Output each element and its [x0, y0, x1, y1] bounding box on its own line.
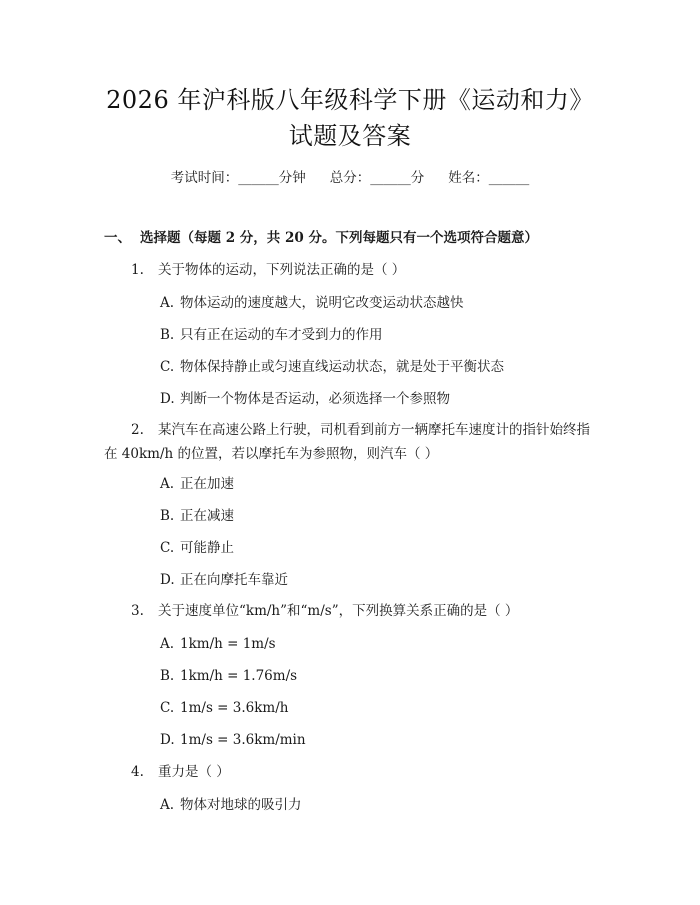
question-text: 关于速度单位“km/h”和“m/s”，下列换算关系正确的是（ ） [158, 603, 519, 619]
question-number: 2. [131, 422, 144, 438]
question-number: 3. [131, 603, 144, 619]
option-letter: D. [160, 391, 175, 407]
exam-time-field: 考试时间：______分钟 [170, 170, 306, 186]
option-2a [160, 474, 234, 494]
option-text: 1km/h = 1m/s [180, 636, 276, 652]
option-letter: A. [160, 476, 175, 492]
option-text: 只有正在运动的车才受到力的作用 [180, 327, 383, 343]
option-text: 1km/h = 1.76m/s [180, 668, 298, 684]
page-title-line2: 试题及答案 [288, 122, 412, 150]
option-text: 正在向摩托车靠近 [180, 572, 288, 588]
option-3d [160, 730, 306, 750]
question-text: 重力是（ ） [158, 764, 230, 780]
option-1a [160, 293, 464, 313]
option-text: 1m/s = 3.6km/h [180, 700, 289, 716]
option-letter: B. [160, 508, 175, 524]
question-number: 1. [131, 262, 144, 278]
section-heading [104, 228, 538, 248]
section-title: 选择题（每题 2 分，共 20 分。下列每题只有一个选项符合题意） [140, 230, 538, 246]
option-text: 1m/s = 3.6km/min [180, 732, 306, 748]
question-2 [104, 418, 598, 466]
option-1c [160, 357, 504, 377]
question-text: 某汽车在高速公路上行驶，司机看到前方一辆摩托车速度计的指针始终指在 40km/h 的位置，若以摩托车为参照物，则汽车（ ） [104, 422, 590, 462]
option-4a [160, 795, 302, 815]
option-letter: C. [160, 540, 175, 556]
option-1b [160, 325, 383, 345]
option-1d [160, 389, 450, 409]
question-4 [131, 762, 230, 782]
option-text: 物体运动的速度越大，说明它改变运动状态越快 [180, 295, 464, 311]
option-text: 判断一个物体是否运动，必须选择一个参照物 [180, 391, 450, 407]
option-letter: A. [160, 636, 175, 652]
option-letter: A. [160, 797, 175, 813]
option-letter: B. [160, 668, 175, 684]
option-letter: A. [160, 295, 175, 311]
option-text: 物体对地球的吸引力 [180, 797, 302, 813]
question-3 [131, 601, 518, 621]
option-letter: D. [160, 732, 175, 748]
option-2d [160, 570, 288, 590]
option-letter: C. [160, 359, 175, 375]
page-title-line1: 2026 年沪科版八年级科学下册《运动和力》 [106, 86, 594, 114]
question-number: 4. [131, 764, 144, 780]
option-3a [160, 634, 276, 654]
option-2c [160, 538, 234, 558]
option-text: 正在加速 [180, 476, 234, 492]
total-score-field: 总分：______分 [329, 170, 425, 186]
option-text: 物体保持静止或匀速直线运动状态，就是处于平衡状态 [180, 359, 504, 375]
option-3c [160, 698, 288, 718]
section-number: 一、 [104, 230, 131, 246]
exam-meta [0, 168, 700, 188]
option-3b [160, 666, 297, 686]
option-text: 可能静止 [180, 540, 234, 556]
question-text: 关于物体的运动，下列说法正确的是（ ） [158, 262, 406, 278]
option-letter: B. [160, 327, 175, 343]
option-letter: D. [160, 572, 175, 588]
option-2b [160, 506, 234, 526]
option-letter: C. [160, 700, 175, 716]
student-name-field: 姓名：______ [448, 170, 530, 186]
option-text: 正在减速 [180, 508, 234, 524]
question-1 [131, 260, 405, 280]
